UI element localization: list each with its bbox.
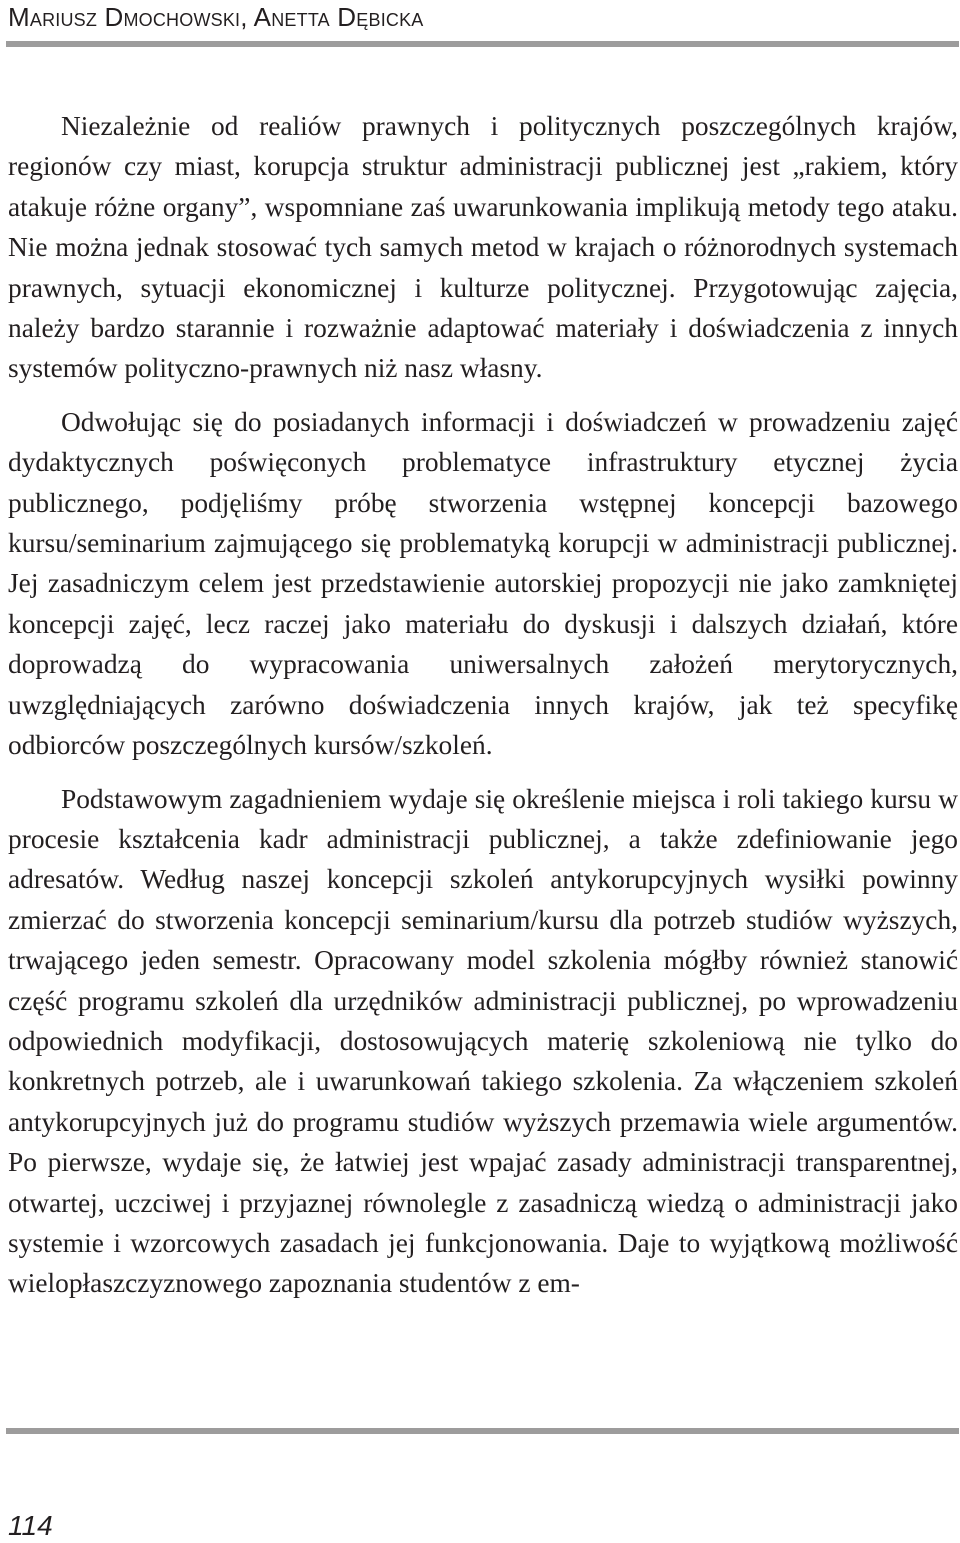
body-text <box>8 106 958 1304</box>
paragraph-2: Odwołując się do posiadanych informacji i doświadczeń w prowadzeniu zajęć dydaktycznych poświęconych problematyce infrastruktury etycznej życia publicznego, podjęliśmy próbę stworzenia wstępnej koncepcji bazowego kursu/seminarium zajmującego się problematyką korupcji w administracji publicznej. Jej zasadniczym celem jest przedstawienie autorskiej propozycji nie jako zamkniętej koncepcji zajęć, lecz raczej jako materiału do dyskusji i dalszych działań, które doprowadzą do wypracowania uniwersalnych założeń merytorycznych, uwzględniających zarówno doświadczenia innych krajów, jak też specyfikę odbiorców poszczególnych kursów/szkoleń. <box>8 406 958 761</box>
footer-rule <box>6 1428 959 1434</box>
page-number: 114 <box>8 1510 53 1541</box>
paragraph-3: Podstawowym zagadnieniem wydaje się określenie miejsca i roli takiego kursu w procesie kształcenia kadr administracji publicznej, a także zdefiniowanie jego adresatów. Według naszej koncepcji szkoleń antykorupcyjnych wysiłki powinny zmierzać do stworzenia koncepcji seminarium/kursu dla potrzeb studiów wyższych, trwającego jeden semestr. Opracowany model szkolenia mógłby również stanowić część programu szkoleń dla urzędników administracji publicznej, po wprowadzeniu odpowiednich modyfikacji, dostosowujących materię szkoleniową nie tylko do konkretnych potrzeb, ale i uwarunkowań takiego szkolenia. Za włączeniem szkoleń antykorupcyjnych już do programu studiów wyższych przemawia wiele argumentów. Po pierwsze, wydaje się, że łatwiej jest wpajać zasady administracji transparentnej, otwartej, uczciwej i przyjaznej równolegle z zasadniczą wiedzą o administracji jako systemie i wzorcowych zasadach jej funkcjonowania. Daje to wyjątkową możliwość wielopłaszczyznowego zapoznania studentów z em- <box>8 783 958 1299</box>
header-rule <box>6 41 959 47</box>
running-header-authors: Mariusz Dmochowski, Anetta Dębicka <box>8 2 424 32</box>
paragraph-1: Niezależnie od realiów prawnych i politycznych poszczególnych krajów, regionów czy miast, korupcja struktur administracji publicznej jest „rakiem, który atakuje różne organy”, wspomniane zaś uwarunkowania implikują metody tego ataku. Nie można jednak stosować tych samych metod w krajach o różnorodnych systemach prawnych, sytuacji ekonomicznej i kulturze politycznej. Przygotowując zajęcia, należy bardzo starannie i rozważnie adaptować materiały i doświadczenia z innych systemów polityczno-prawnych niż nasz własny. <box>8 111 958 384</box>
